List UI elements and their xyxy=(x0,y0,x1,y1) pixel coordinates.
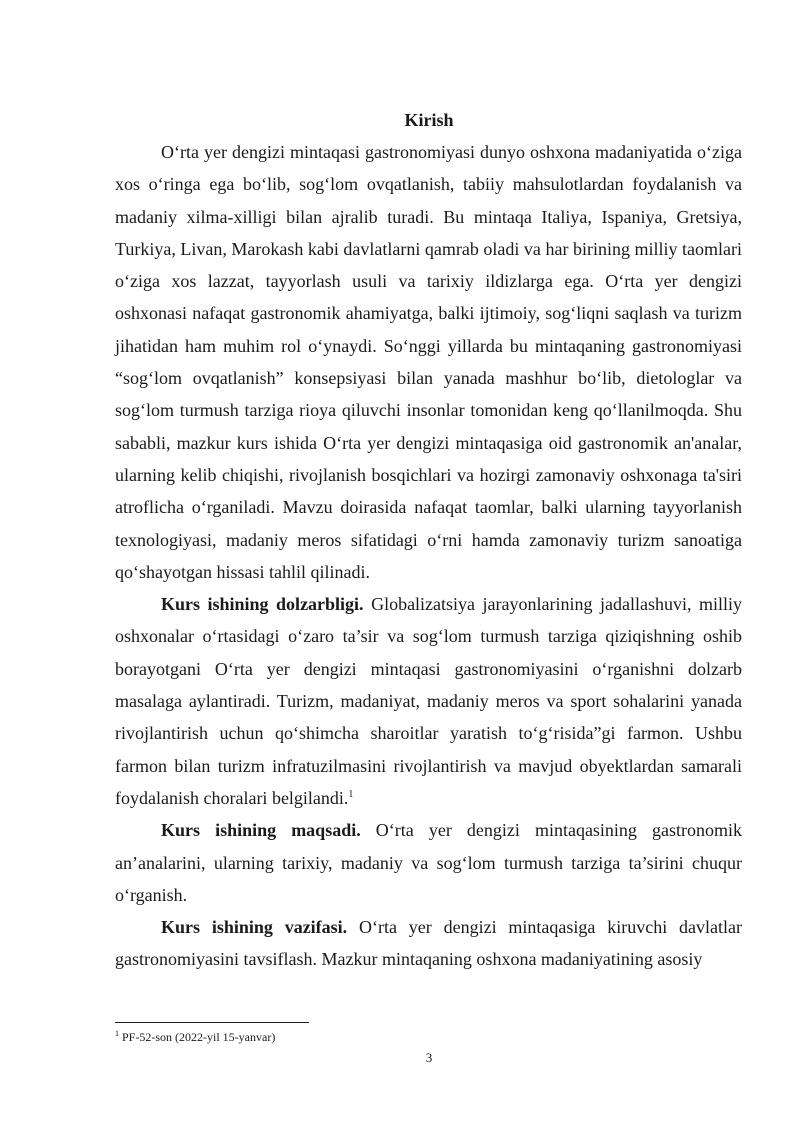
tasks-heading: Kurs ishining vazifasi. xyxy=(161,917,348,938)
footnote-mark: 1 xyxy=(115,1029,119,1038)
intro-text: O‘rta yer dengizi mintaqasi gastronomiyasi dunyo oshxona madaniyatida o‘ziga xos o‘ringa ega bo‘lib, sog‘lom ovqatlanish, tabiiy mahsulotlardan foydalanish va madaniy xilma-xilligi bilan ajralib turadi. Bu mintaqa Italiya, Ispaniya, Gretsiya, Turkiya, Livan, Marokash kabi davlatlarni qamrab oladi va har birining milliy taomlari o‘ziga xos lazzat, tayyorlash usuli va tarixiy ildizlarga ega. O‘rta yer dengizi oshxonasi nafaqat gastronomik ahamiyatga, balki ijtimoiy, sog‘liqni saqlash va turizm jihatidan ham muhim rol o‘ynaydi. So‘nggi yillarda bu mintaqaning gastronomiyasi “sog‘lom ovqatlanish” konsepsiyasi bilan yanada mashhur bo‘lib, dietologlar va sog‘lom turmush tarziga rioya qiluvchi insonlar tomonidan keng qo‘llanilmoqda. Shu sababli, mazkur kurs ishida O‘rta yer dengizi mintaqasiga oid gastronomik an'analar, ularning kelib chiqishi, rivojlanish bosqichlari va hozirgi zamonaviy oshxonaga ta'siri atroflicha o‘rganiladi. Mavzu doirasida nafaqat taomlar, balki ularning tayyorlanish texnologiyasi, madaniy meros sifatidagi o‘rni hamda zamonaviy turizm sanoatiga qo‘shayotgan hissasi tahlil qilinadi. xyxy=(115,142,742,582)
relevance-text: Globalizatsiya jarayonlarining jadallashuvi, milliy oshxonalar o‘rtasidagi o‘zaro ta’sir va sog‘lom turmush tarziga qiziqishning oshib borayotgani O‘rta yer dengizi mintaqasi gastronomiyasini o‘rganishni dolzarb masalaga aylantiradi. Turizm, madaniyat, madaniy meros va sport sohalarini yanada rivojlantirish uchun qo‘shimcha sharoitlar yaratish to‘g‘risida”gi farmon. Ushbu farmon bilan turizm infratuzilmasini rivojlantirish va mavjud obyektlardan samarali foydalanish choralari belgilandi. xyxy=(115,594,742,808)
intro-paragraph xyxy=(115,136,742,588)
section-title: Kirish xyxy=(404,110,454,130)
document-body xyxy=(115,136,742,976)
footnote-text: PF-52-son (2022-yil 15-yanvar) xyxy=(119,1030,276,1044)
goal-paragraph xyxy=(115,814,742,911)
footnote-reference: 1 xyxy=(348,788,354,800)
tasks-paragraph xyxy=(115,911,742,976)
footnote-divider xyxy=(115,1022,309,1023)
footnote xyxy=(115,1030,742,1045)
relevance-paragraph xyxy=(115,588,742,814)
tasks-text: O‘rta yer dengizi mintaqasiga kiruvchi davlatlar gastronomiyasini tavsiflash. Mazkur mintaqaning oshxona madaniyatining asosiy xyxy=(115,917,742,970)
relevance-heading: Kurs ishining dolzarbligi. xyxy=(161,594,364,615)
goal-heading: Kurs ishining maqsadi. xyxy=(161,820,361,841)
page-number: 3 xyxy=(425,1050,433,1065)
goal-text: O‘rta yer dengizi mintaqasining gastronomik an’analarini, ularning tarixiy, madaniy va sog‘lom turmush tarziga ta’sirini chuqur o‘rganish. xyxy=(115,820,742,905)
